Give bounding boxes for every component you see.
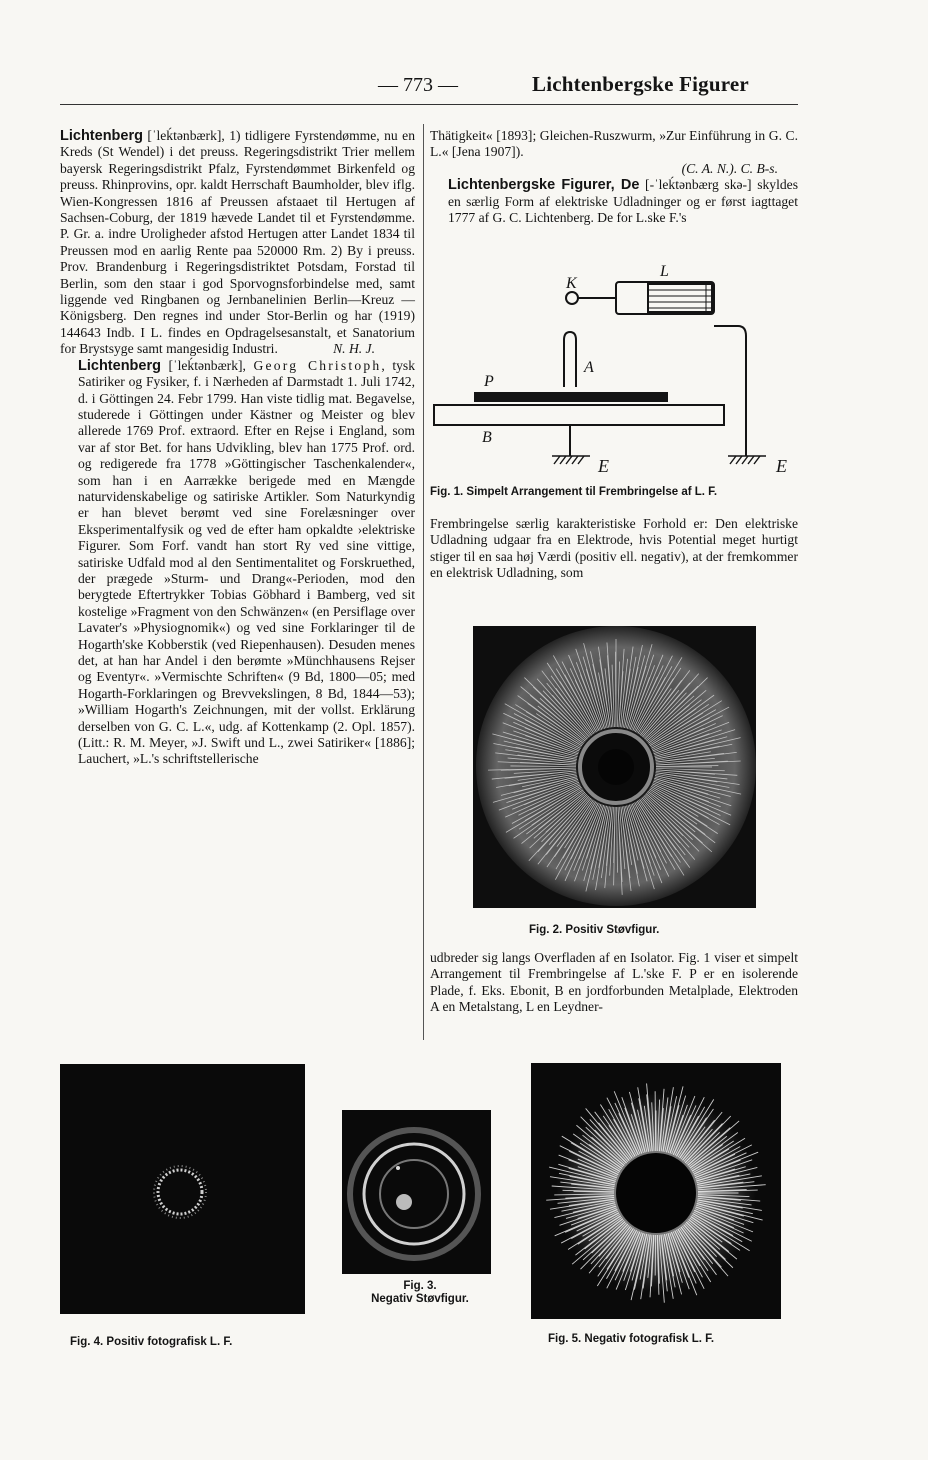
right-column-bottom <box>430 950 798 1016</box>
body-text: udbreder sig langs Overfladen af en Isolator. Fig. 1 viser et simpelt Arrangement til Frembringelse af L.'ske F. P er en isolerende Plade, f. Eks. Ebonit, B en jordforbunden Metalplade, Elektroden A en Metalstang, L en Leydner- <box>430 950 798 1015</box>
label-b: B <box>482 429 492 446</box>
fig5-photo <box>531 1063 781 1319</box>
pronunciation: [ˈleḱtənbærk], <box>160 357 254 373</box>
fig3-caption-number: Fig. 3. <box>403 1280 437 1292</box>
author-signature: (C. A. N.). C. B-s. <box>681 160 778 176</box>
ground-symbol <box>728 456 766 464</box>
headword: Lichtenberg <box>78 357 161 374</box>
right-column-top <box>430 128 798 226</box>
fig1-caption: Fig. 1. Simpelt Arrangement til Frembringelse af L. F. <box>430 486 718 498</box>
entry-text: [ˈleḱtənbærk], 1) tidligere Fyrstendømme, nu en Kreds (St Wendel) i det preuss. Regeringsdistrikt Trier mellem bayersk Regeringsdistrikt Pfalz, Fyrstendømmet Birkenfeld og preuss. Rhinprovins, opr. kaldt Herrschaft Baumholder, blev iflg. Wien-Kongressen 1816 af Preussen afstaaet til Hertugen af Sachsen-Coburg, der 1819 hævede Landet til et Fyrstendømme. P. Gr. a. indre Uroligheder afstod Hertugen atter Landet 1834 til Preussen mod en aarlig Rente paa 520000 Rm. 2) By i preuss. Prov. Brandenburg i Regeringsdistriktet Potsdam, Forstad til Berlin, som den staar i god Sporvognsforbindelse med, samt liggende ved Ringbanen og Jernbanelinien Berlin—Kreuz —Königsberg. Den regnes ind under Stor-Berlin og har (1919) 144643 Indb. I L. findes en Opdragelsesanstalt, et Sanatorium for Brystsyge samt mangesidig Industri. <box>60 128 415 357</box>
author-signature: N. H. J. <box>333 341 375 357</box>
entry-text: , tysk Satiriker og Fysiker, f. i Nærheden af Darmstadt 1. Juli 1742, d. i Göttingen 24. Febr 1799. Han viste tidlig mat. Begavelse, studerede i Göttingen under Kästner og Meister og blev allerede 1769 Prof. extraord. Efter en Rejse i England, som var af stor Bet. for hans Udvikling, blev han 1775 Prof. ord. og redigerede fra 1778 »Göttingischer Taschenkalender«, som han i en Aarrække berigede med en Mængde naturvidenskabelige og satiriske Artikler. Som Naturkyndig er han blevet berømt ved sine Forelæsninger over Eksperimentalfysik og ved de efter ham opkaldte ›elektriske Figurer. Som Forf. vandt han stort Ry ved sine vittige, satiriske Udfald mod al den Sentimentalitet og Forskruethed, der prægede »Sturm- und Drang«-Perioden, mod den berygtede Eftertrykker Tobias Göbhard i Bamberg, ved sit kostelige »Fragment von den Schwänzen« (en Persiflage over Lavater's »Physiognomik«) og ved sine Forklaringer til de Hogarth'ske Kobberstik (ved Riepenhausen). Desuden menes det, at han har Andel i den berømte »Münchhausens Rejser og Eventyr«. »Vermischte Schriften« (9 Bd, 1800—05; med Hogarth-Forklaringen og Brevvekslingen, 8 Bd, 1844—53); »William Hogarth's Zeichnungen, mit der vollst. Erklärung derselben von G. C. L.«, udg. af Kottenkamp (2. Opl. 1857). (Litt.: R. M. Meyer, »J. Swift und L., zwei Satiriker« [1886]; Lauchert, »L.'s schriftstellerische <box>78 357 415 767</box>
header-rule <box>60 104 798 105</box>
fig2-photo <box>473 626 756 908</box>
fig3-photo <box>342 1110 491 1274</box>
plate-p <box>474 392 668 402</box>
fig2-caption: Fig. 2. Positiv Støvfigur. <box>529 924 660 936</box>
page-number: — 773 — <box>378 74 458 96</box>
electrode-a <box>564 332 576 387</box>
fig4-photo <box>60 1064 305 1314</box>
label-e: E <box>776 456 787 476</box>
fig4-caption: Fig. 4. Positiv fotografisk L. F. <box>70 1336 233 1348</box>
entry-lichtenberg-place <box>60 128 415 358</box>
label-e: E <box>598 456 609 476</box>
ground-symbol <box>552 456 590 464</box>
headword: Lichtenberg <box>60 128 143 144</box>
person-name: Georg Christoph <box>253 357 382 373</box>
running-title: Lichtenbergske Figurer <box>532 72 749 96</box>
plate-b <box>434 405 724 425</box>
fig3-caption <box>350 1280 490 1306</box>
label-p: P <box>484 373 494 390</box>
continuation-text: Thätigkeit« [1893]; Gleichen-Ruszwurm, »Zur Einführung in G. C. L.« [Jena 1907]). <box>430 128 798 160</box>
label-l: L <box>660 263 669 280</box>
label-a: A <box>584 359 594 376</box>
column-divider <box>423 124 424 1040</box>
fig5-caption: Fig. 5. Negativ fotografisk L. F. <box>548 1333 715 1345</box>
entry-lichtenberg-person <box>60 358 415 768</box>
fig3-caption-title: Negativ Støvfigur. <box>371 1293 469 1305</box>
body-text: Frembringelse særlig karakteristiske Forhold er: Den elektriske Udladning udgaar fra en Elektrode, hvis Potential meget hurtigt stiger til en saa høj Værdi (positiv ell. negativ), at der fremkommer en elektrisk Udladning, som <box>430 516 798 581</box>
left-column <box>60 128 415 768</box>
entry-text: [-ˈleḱtənbærg skə-] skyldes en særlig Form af elektriske Udladninger og er først iagttaget 1777 af G. C. Lichtenberg. De for L.ske F.'s <box>448 177 798 226</box>
fig1-diagram <box>430 262 800 484</box>
right-column-middle <box>430 516 798 582</box>
headword: Lichtenbergske Figurer, De <box>448 177 640 194</box>
label-k: K <box>566 275 577 292</box>
entry-lichtenbergske-figurer <box>430 177 798 226</box>
